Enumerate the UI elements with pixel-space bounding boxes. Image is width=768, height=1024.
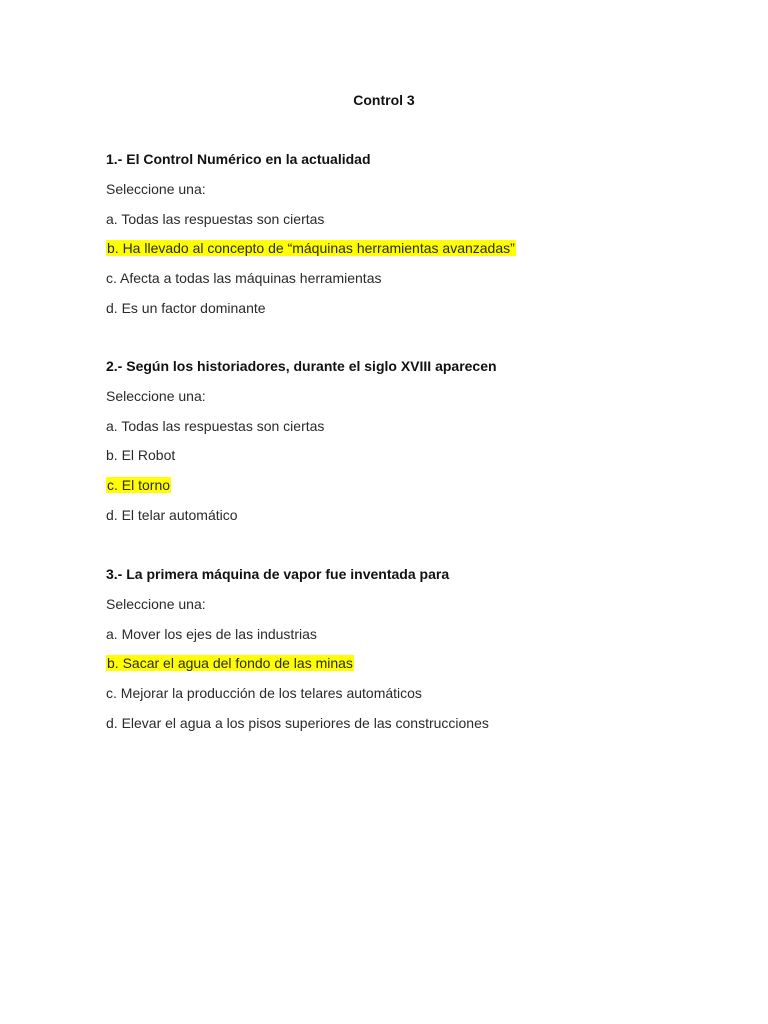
- answer-option-text: c. Mejorar la producción de los telares automáticos: [106, 685, 422, 701]
- highlighted-answer-text: b. Ha llevado al concepto de “máquinas herramientas avanzadas”: [107, 240, 515, 257]
- answer-option-c: [106, 269, 706, 299]
- answer-option-c: [106, 684, 706, 714]
- answer-option-text: a. Todas las respuestas son ciertas: [106, 210, 325, 227]
- highlighted-answer-text: b. Sacar el agua del fondo de las minas: [107, 655, 353, 672]
- question-1: [106, 150, 706, 329]
- answer-option-c: [106, 476, 706, 506]
- question-heading: 1.- El Control Numérico en la actualidad: [106, 151, 371, 167]
- answer-option-text: d. El telar automático: [106, 506, 238, 523]
- answer-option-d: [106, 506, 706, 536]
- answer-option-b: [106, 446, 706, 476]
- answer-option-d: [106, 714, 706, 744]
- answer-option-text: d. Elevar el agua a los pisos superiores de las construcciones: [106, 714, 489, 731]
- question-prompt: Seleccione una:: [106, 180, 206, 197]
- answer-option-a: [106, 210, 706, 240]
- question-heading: 3.- La primera máquina de vapor fue inventada para: [106, 566, 450, 582]
- answer-option-text: a. Mover los ejes de las industrias: [106, 625, 317, 642]
- question-prompt: Seleccione una:: [106, 387, 206, 404]
- answer-option-text: b. El Robot: [106, 447, 176, 464]
- answer-option-a: [106, 417, 706, 447]
- question-2: [106, 357, 706, 536]
- question-heading: 2.- Según los historiadores, durante el siglo XVIII aparecen: [106, 358, 497, 374]
- highlighted-answer-text: c. El torno: [107, 477, 171, 493]
- answer-option-text: a. Todas las respuestas son ciertas: [106, 417, 325, 434]
- answer-option-d: [106, 299, 706, 329]
- question-3: [106, 565, 706, 744]
- answer-option-a: [106, 625, 706, 655]
- answer-option-text: c. Afecta a todas las máquinas herramientas: [106, 270, 382, 286]
- answer-option-b: [106, 654, 706, 684]
- document-title: Control 3: [353, 92, 415, 108]
- answer-option-b: [106, 239, 706, 269]
- question-prompt: Seleccione una:: [106, 595, 206, 612]
- answer-option-text: d. Es un factor dominante: [106, 299, 266, 316]
